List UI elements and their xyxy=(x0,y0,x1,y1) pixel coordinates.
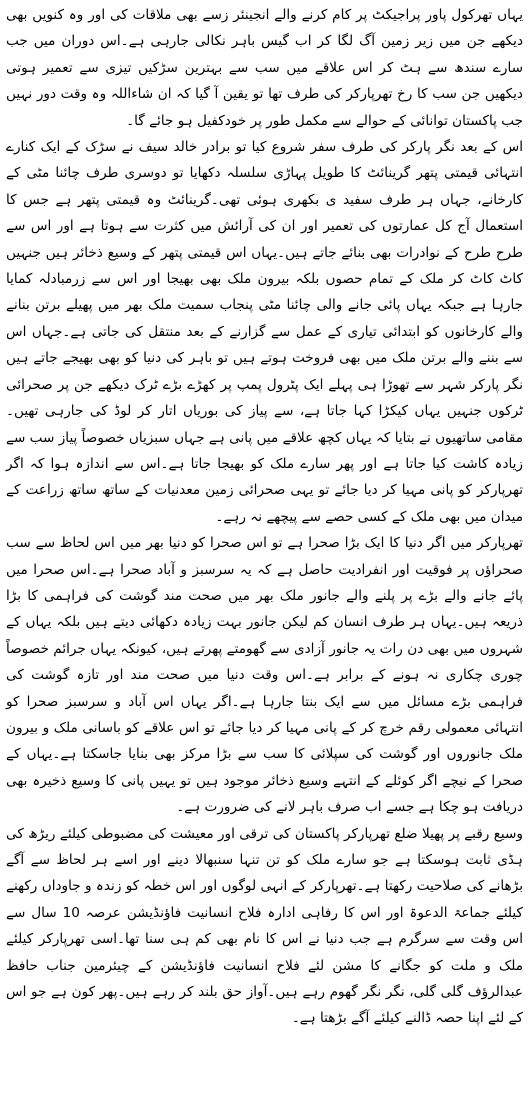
article-paragraph-4: وسیع رقبے پر پھیلا ضلع تھرپارکر پاکستان کی ترقی اور معیشت کی مضبوطی کیلئے ریڑھ کی ہڈی ثابت ہوسکتا ہے جو سارے ملک کو تن تنہا سنبھالا دینے اور اسے ہر لحاظ سے آگے بڑھانے کی صلاحیت رکھتا ہے۔تھرپارکر کے انہی لوگوں اور اس خطہ کو زندہ و جاوداں رکھنے کیلئے جماعۃ الدعوۃ اور اس کا رفاہی ادارہ فلاح انسانیت فاؤنڈیشن عرصہ 10 سال سے اس وقت سے سرگرم ہے جب دنیا نے اس کا نام بھی کم ہی سنا تھا۔اسی تھرپارکر کیلئے ملک و ملت کو جگانے کا مشن لئے فلاح انسانیت فاؤنڈیشن کے چیئرمین جناب حافظ عبدالرؤف گلی گلی، نگر نگر گھوم رہے ہیں۔آواز حق بلند کر رہے ہیں۔پھر کون ہے جو اس کے لئے اپنا حصہ ڈالنے کیلئے آگے بڑھتا ہے۔ xyxy=(6,825,523,1027)
article-paragraph-1: یہاں تھرکول پاور پراجیکٹ پر کام کرنے والے انجینئر زسے بھی ملاقات کی اور وہ کنویں بھی دیکھے جن میں زیر زمین آگ لگا کر اب گیس باہر نکالی جارہی ہے۔اس دوران میں جب سارے سندھ سے ہٹ کر اس علاقے میں سب سے بہترین سڑکیں تیزی سے تعمیر ہوتی دیکھیں جن سب کا رخ تھرپارکر کی طرف تھا تو یقین آ گیا کہ ان شاءاللہ وہ وقت دور نہیں جب پاکستان توانائی کے حوالے سے مکمل طور پر خودکفیل ہو جائے گا۔ xyxy=(6,7,523,129)
article-paragraph-3: تھرپارکر میں اگر دنیا کا ایک بڑا صحرا ہے تو اس صحرا کو دنیا بھر میں اس لحاظ سے سب صحراؤں پر فوقیت اور انفرادیت حاصل ہے کہ یہ سرسبز و آباد صحرا ہے۔اس صحرا میں پائے جانے والے بڑے پر پلنے والے جانور ملک بھر میں صحت مند گوشت کی فراہمی کا بڑا ذریعہ ہیں۔یہاں ہر طرف انسان کم لیکن جانور بہت زیادہ دکھائی دیتے ہیں بلکہ یہاں کے شہروں میں بھی دن رات یہ جانور آزادی سے گھومتے پھرتے ہیں، کیونکہ یہاں جرائم خصوصاً چوری چکاری نہ ہونے کے برابر ہے۔اس وقت دنیا میں صحت مند اور تازہ گوشت کی فراہمی بڑے مسائل میں سے ایک بنتا جارہا ہے۔اگر یہاں اس آباد و سرسبز صحرا کو انتہائی معمولی رقم خرچ کر کے پانی مہیا کر دیا جائے تو اس علاقے کو باسانی ملک و بیرون ملک جانوروں اور گوشت کی سپلائی کا سب سے بڑا مرکز بھی بنایا جاسکتا ہے۔یہاں کے صحرا کے نیچے اگر کوئلے کے انتہے وسیع ذخائر موجود ہیں تو یہیں پانی کا وسیع ذخیرہ بھی دریافت ہو چکا ہے جسے اب صرف باہر لانے کی ضرورت ہے۔ xyxy=(6,535,523,816)
article-paragraph-2: اس کے بعد نگر پارکر کی طرف سفر شروع کیا تو برادر خالد سیف نے سڑک کے ایک کنارے انتہائی قیمتی پتھر گرینائٹ کا طویل پہاڑی سلسلہ دکھایا تو دوسری طرف چائنا مٹی کے کارخانے، جہاں ہر طرف سفید ی بکھری ہوئی تھی۔گرینائٹ وہ قیمتی پتھر ہے جس کا استعمال آج کل عمارتوں کی تعمیر اور ان کی آرائش میں کثرت سے ہوتا ہے اور اس سے طرح طرح کے نوادرات بھی بنائے جاتے ہیں۔یہاں اس قیمتی پتھر کے وسیع ذخائر ہیں جنہیں کاٹ کاٹ کر ملک کے تمام حصوں بلکہ بیرون ملک بھی بھیجا اور اس سے زرمبادلہ کمایا جارہا ہے جبکہ یہاں پائی جانے والی چائنا مٹی پنجاب سمیت ملک بھر میں پھیلے برتن بنانے والے کارخانوں کو ابتدائی تیاری کے عمل سے گزارنے کے بعد منتقل کی جاتی ہے۔جہاں اس سے بننے والے برتن ملک میں بھی فروخت ہوتے ہیں تو باہر کی دنیا کو بھی بھیجے جاتے ہیں نگر پارکر شہر سے تھوڑا ہی پہلے ایک پٹرول پمپ پر کھڑے بڑے ٹرک دیکھے جن پر صحرائی ٹرکوں جنہیں یہاں کیکڑا کہا جاتا ہے، سے پیاز کی بوریاں اتار کر لوڈ کی جارہی تھیں۔مقامی ساتھیوں نے بتایا کہ یہاں کچھ علاقے میں پانی ہے جہاں سبزیاں خصوصاً پیاز سب سے زیادہ کاشت کیا جاتا ہے اور پھر سارے ملک کو بھیجا جاتا ہے۔اس سے اندازہ ہوا کہ اگر تھرپارکر کو پانی مہیا کر دیا جائے تو یہی صحرائی زمین معدنیات کے ساتھ ساتھ زراعت کے میدان میں بھی ملک کے کسی حصے سے پیچھے نہ رہے۔ xyxy=(6,139,523,525)
